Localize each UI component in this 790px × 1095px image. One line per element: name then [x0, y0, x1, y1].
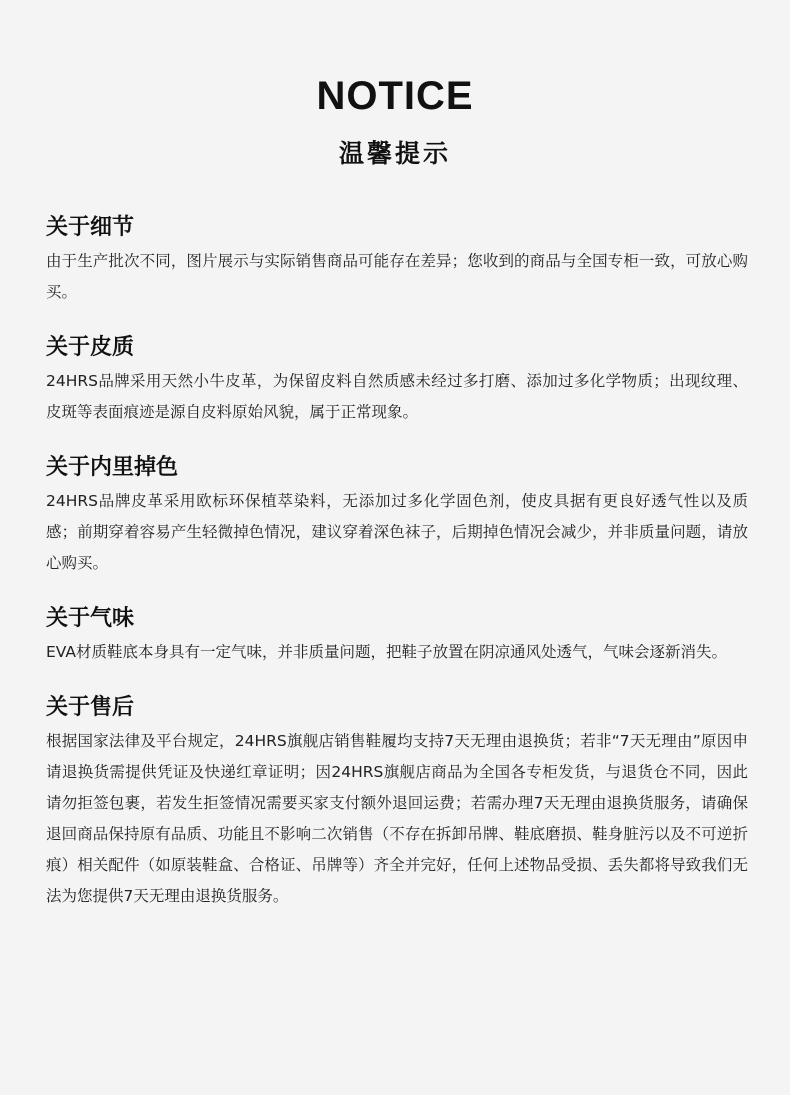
section-title-details: 关于细节 [46, 215, 135, 240]
section-body-details: 由于生产批次不同，图片展示与实际销售商品可能存在差异；您收到的商品与全国专柜一致，可放心购买。 [46, 252, 748, 301]
section-body-odor: EVA材质鞋底本身具有一定气味，并非质量问题，把鞋子放置在阴凉通风处透气，气味会逐新消失。 [46, 643, 728, 661]
section-title-odor: 关于气味 [46, 606, 135, 631]
section-title-after-sales: 关于售后 [46, 695, 135, 720]
section-lining-fade [46, 452, 748, 579]
section-body-after-sales: 根据国家法律及平台规定，24HRS旗舰店销售鞋履均支持7天无理由退换货；若非“7天无理由”原因申请退换货需提供凭证及快递红章证明；因24HRS旗舰店商品为全国各专柜发货，与退货仓不同，因此请勿拒签包裹，若发生拒签情况需要买家支付额外退回运费；若需办理7天无理由退换货服务，请确保退回商品保持原有品质、功能且不影响二次销售（不存在拆卸吊牌、鞋底磨损、鞋身脏污以及不可逆折痕）相关配件（如原装鞋盒、合格证、吊牌等）齐全并完好，任何上述物品受损、丢失都将导致我们无法为您提供7天无理由退换货服务。 [46, 732, 748, 905]
section-after-sales [46, 692, 748, 912]
section-body-leather: 24HRS品牌采用天然小牛皮革，为保留皮料自然质感未经过多打磨、添加过多化学物质；出现纹理、皮斑等表面痕迹是源自皮料原始风貌，属于正常现象。 [46, 372, 748, 421]
section-body-lining-fade: 24HRS品牌皮革采用欧标环保植萃染料，无添加过多化学固色剂，使皮具据有更良好透气性以及质感；前期穿着容易产生轻微掉色情况，建议穿着深色袜子，后期掉色情况会减少，并非质量问题，请放心购买。 [46, 492, 748, 572]
notice-title: NOTICE [316, 74, 474, 118]
section-details [46, 212, 748, 308]
notice-content [46, 212, 748, 936]
section-leather [46, 332, 748, 428]
section-odor [46, 603, 748, 668]
section-title-lining-fade: 关于内里掉色 [46, 455, 179, 480]
section-title-leather: 关于皮质 [46, 335, 135, 360]
notice-subtitle: 温馨提示 [338, 139, 451, 168]
